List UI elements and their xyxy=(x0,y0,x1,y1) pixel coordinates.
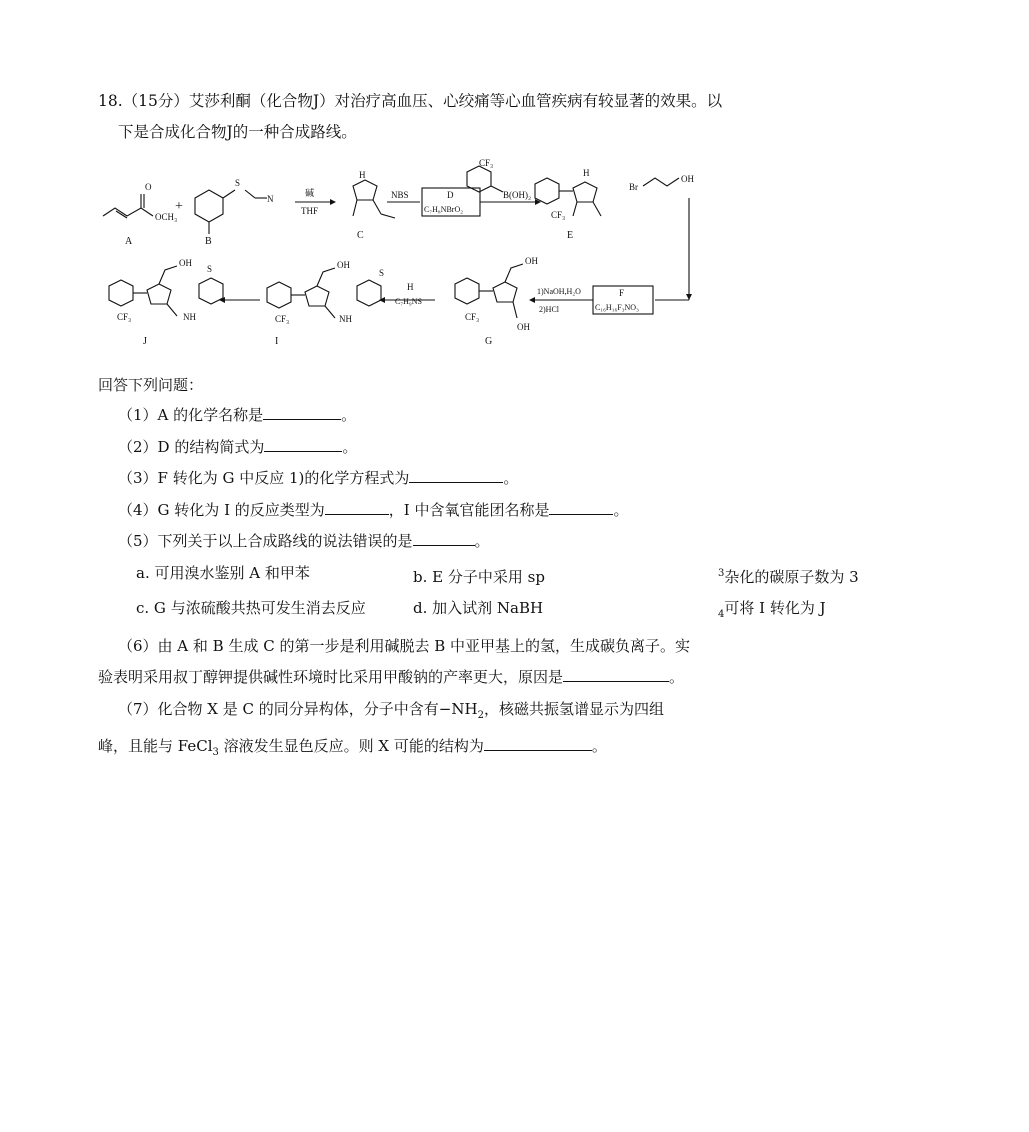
group-och3-a: OCH₃ xyxy=(155,212,178,222)
question-1-end: 。 xyxy=(341,406,357,424)
label-c: C xyxy=(357,230,364,241)
group-oh-g: OH xyxy=(525,256,538,266)
question-2-text: （2）D 的结构简式为 xyxy=(118,437,265,456)
answer-lead: 回答下列问题： xyxy=(98,376,204,394)
answer-blank-2[interactable] xyxy=(264,437,342,452)
label-b: B xyxy=(205,236,212,247)
option-c: c. G 与浓硫酸共热可发生消去反应 xyxy=(136,599,366,617)
option-d xyxy=(413,593,826,631)
options-row-2 xyxy=(98,593,826,631)
reagent-hcl: 2)HCl xyxy=(539,305,559,314)
reagent-thf: THF xyxy=(301,206,319,216)
compound-j-pyrrole xyxy=(147,284,171,304)
question-7-line2-post: 溶液发生显色反应。则 X 可能的结构为 xyxy=(218,737,484,755)
question-list xyxy=(98,400,859,769)
group-oh-g-acid: OH xyxy=(517,322,530,332)
bromoethanol-structure xyxy=(643,178,679,186)
option-d-post: 可将 I 转化为 J xyxy=(724,599,826,617)
question-3-end: 。 xyxy=(503,469,519,487)
question-3-text: （3）F 转化为 G 中反应 1)的化学方程式为 xyxy=(118,469,410,487)
h-formula: C₇H₉NS xyxy=(395,297,422,306)
label-e: E xyxy=(567,230,574,241)
group-boh2: B(OH)₂ xyxy=(503,190,532,200)
group-n-b: N xyxy=(267,194,274,204)
group-o-a: O xyxy=(145,182,152,192)
answer-blank-3[interactable] xyxy=(409,468,503,483)
label-g: G xyxy=(485,336,493,347)
question-3 xyxy=(98,463,718,495)
question-7-line1 xyxy=(98,694,718,732)
compound-e-phenyl xyxy=(535,178,559,204)
question-7-line2-sub: 3 xyxy=(212,747,219,758)
question-2 xyxy=(98,432,718,464)
options-row-1 xyxy=(98,558,859,594)
option-b xyxy=(413,558,859,594)
compound-e-pyrrole xyxy=(573,182,597,202)
answer-blank-5[interactable] xyxy=(413,531,475,546)
compound-i-pyrrole xyxy=(305,286,329,306)
question-1 xyxy=(98,400,718,432)
question-4-text-a: （4）G 转化为 I 的反应类型为 xyxy=(118,500,325,519)
reagent-nbs: NBS xyxy=(391,190,409,200)
answer-blank-1[interactable] xyxy=(263,405,341,420)
question-6-line1: （6）由 A 和 B 生成 C 的第一步是利用碱脱去 B 中亚甲基上的氢，生成碳负离子。实 xyxy=(118,636,691,655)
group-oh-bromoethanol: OH xyxy=(681,174,694,184)
group-s-b: S xyxy=(235,178,241,188)
compound-i-aniline-ring xyxy=(357,280,381,306)
question-4-text-b: ，I 中含氧官能团名称是 xyxy=(388,500,550,519)
question-header xyxy=(98,86,738,148)
group-cf3-i: CF₃ xyxy=(275,314,290,324)
reagent-base: 碱 xyxy=(305,188,315,198)
group-h-c: H xyxy=(359,170,366,180)
group-h-e: H xyxy=(583,168,590,178)
option-b-pre: b. E 分子中采用 sp xyxy=(413,567,545,586)
question-header-line2: 下是合成化合物J的一种合成路线。 xyxy=(118,123,357,141)
question-4 xyxy=(98,495,718,527)
compound-b-ring xyxy=(195,190,223,222)
plus-sign: + xyxy=(175,199,183,214)
label-i: I xyxy=(275,336,279,347)
synthesis-scheme xyxy=(95,158,715,363)
question-6-text: 验表明采用叔丁醇钾提供碱性环境时比采用甲酸钠的产率更大，原因是 xyxy=(98,668,564,686)
compound-c-ring xyxy=(353,180,377,200)
compound-g-pyrrole xyxy=(493,282,517,302)
question-7-end: 。 xyxy=(591,737,607,755)
label-h: H xyxy=(407,282,414,292)
compound-a-structure xyxy=(103,208,153,216)
question-6-line2 xyxy=(98,662,718,694)
reagent-naoh: 1)NaOH,H₂O xyxy=(537,287,581,296)
compound-j-phenyl xyxy=(109,280,133,306)
group-oh-j: OH xyxy=(179,258,192,268)
group-br: Br xyxy=(629,182,638,192)
d-formula: C₇H₈NBrO₂ xyxy=(424,205,464,214)
question-7-line2-pre: 峰，且能与 FeCl xyxy=(98,737,213,755)
question-7-post: ，核磁共振氢谱显示为四组 xyxy=(483,699,664,718)
option-a: a. 可用溴水鉴别 A 和甲苯 xyxy=(136,563,310,582)
group-cf3-boronic: CF₃ xyxy=(479,158,494,168)
question-5 xyxy=(98,526,718,558)
question-7-sub: 2 xyxy=(477,709,484,721)
answer-blank-4b[interactable] xyxy=(549,500,613,515)
question-7-line2 xyxy=(98,731,718,769)
answer-blank-4a[interactable] xyxy=(325,500,389,515)
option-b-post: 杂化的碳原子数为 3 xyxy=(724,567,859,586)
question-2-end: 。 xyxy=(342,437,358,456)
group-oh-i: OH xyxy=(337,260,350,270)
option-d-sub: 4 xyxy=(718,609,725,620)
question-1-text: （1）A 的化学名称是 xyxy=(118,406,264,424)
question-header-line1: 18.（15分）艾莎利酮（化合物J）对治疗高血压、心绞痛等心血管疾病有较显著的效果。以 xyxy=(98,92,723,110)
question-4-end: 。 xyxy=(613,500,629,519)
question-5-end: 。 xyxy=(474,532,490,550)
question-5-text: （5）下列关于以上合成路线的说法错误的是 xyxy=(118,532,413,550)
answer-blank-6[interactable] xyxy=(563,667,669,682)
group-nh-i: NH xyxy=(339,314,352,324)
group-cf3-e: CF₃ xyxy=(551,210,566,220)
answer-blank-7[interactable] xyxy=(484,736,592,751)
compound-i-phenyl xyxy=(267,282,291,308)
label-d: D xyxy=(447,190,454,200)
label-f: F xyxy=(619,288,625,298)
option-d-pre: d. 加入试剂 NaBH xyxy=(413,599,544,617)
group-cf3-j: CF₃ xyxy=(117,312,132,322)
group-s-i: S xyxy=(379,268,385,278)
compound-g-phenyl xyxy=(455,278,479,304)
f-formula: C₁₆H₁₆F₃NO₃ xyxy=(595,303,639,312)
question-7-pre: （7）化合物 X 是 C 的同分异构体，分子中含有−NH xyxy=(118,699,478,718)
label-j: J xyxy=(143,336,147,347)
group-cf3-g: CF₃ xyxy=(465,312,480,322)
group-nh-j: NH xyxy=(183,312,196,322)
group-s-j: S xyxy=(207,264,213,274)
question-6-end: 。 xyxy=(669,668,685,686)
label-a: A xyxy=(125,236,133,247)
option-b-sup: 3 xyxy=(718,567,725,579)
